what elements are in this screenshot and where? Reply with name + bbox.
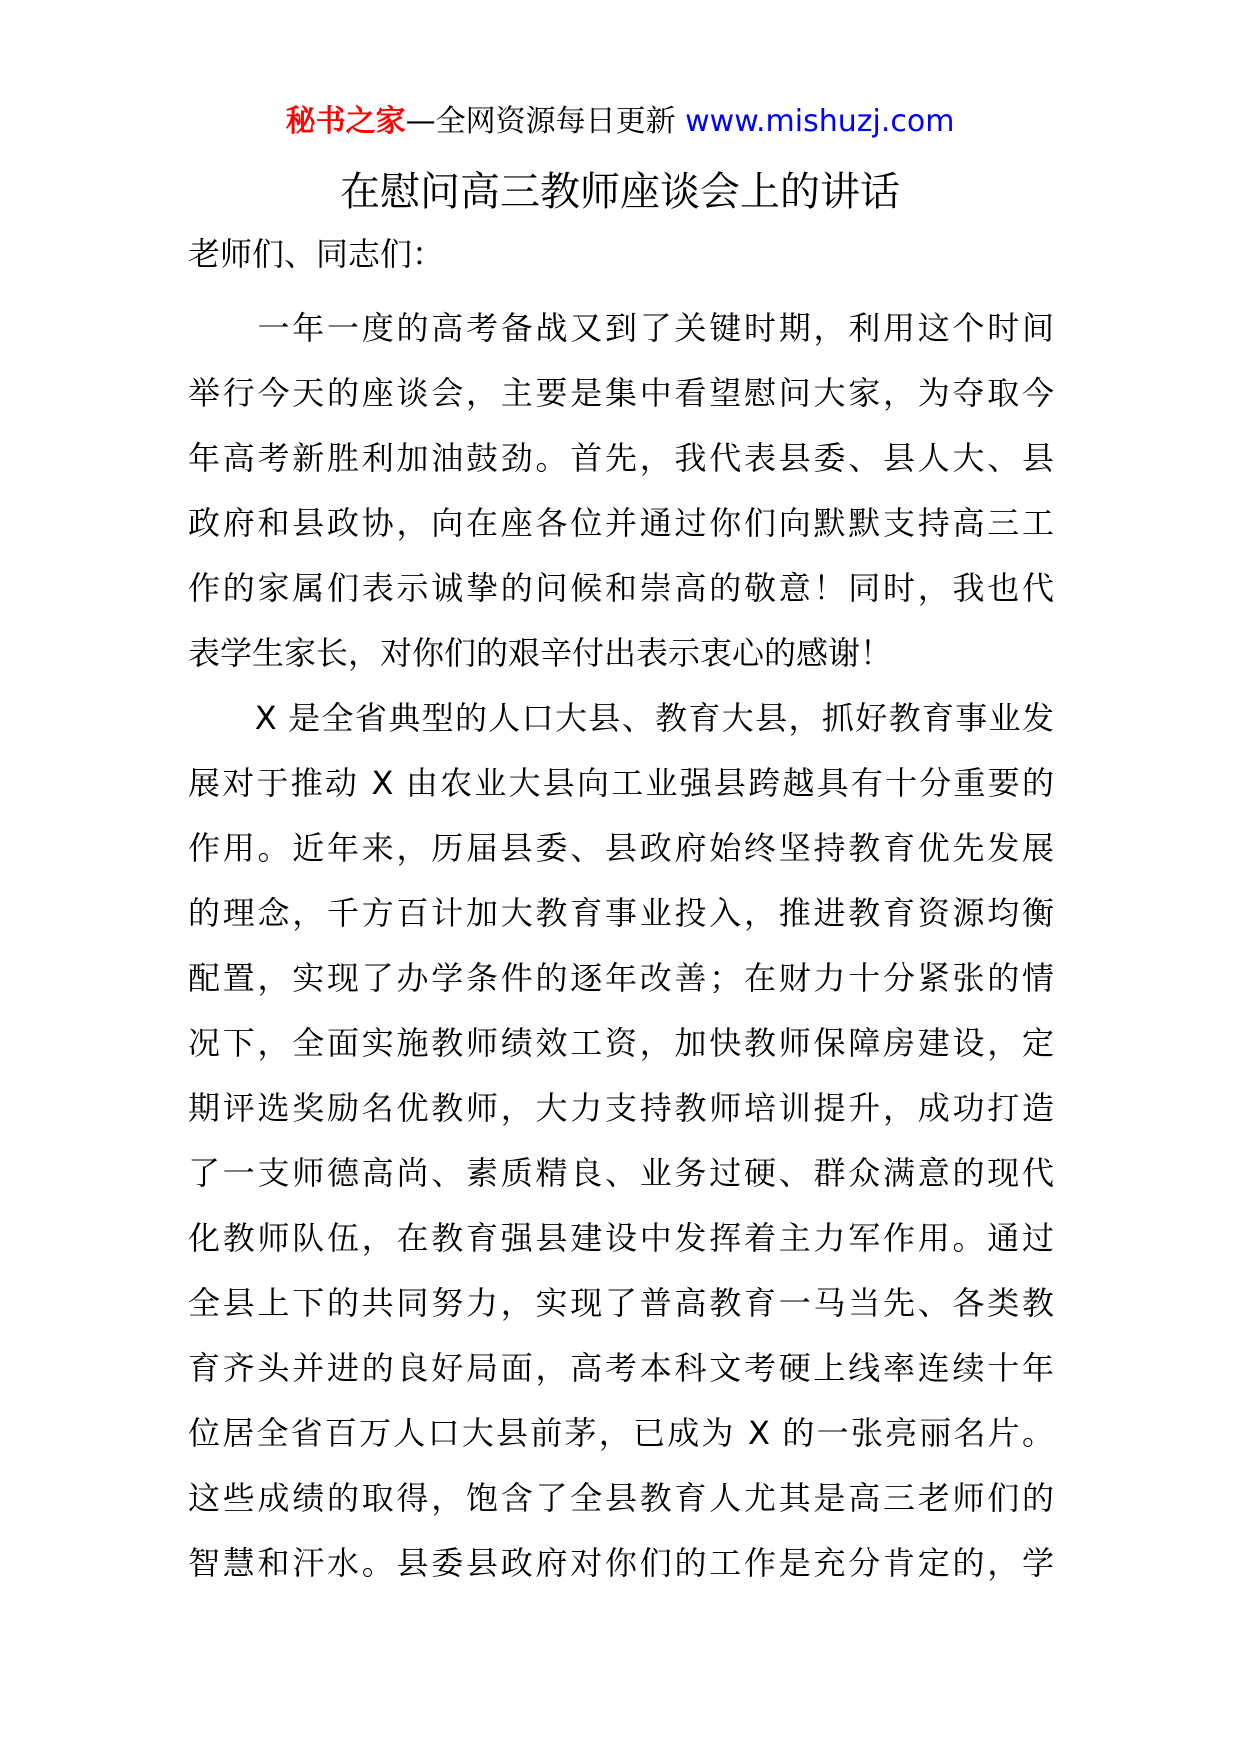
body-line: 配置，实现了办学条件的逐年改善；在财力十分紧张的情 [188,959,1054,997]
salutation: 老师们、同志们： [188,235,445,273]
body-line: 一年一度的高考备战又到了关键时期，利用这个时间 [188,309,1054,347]
body-line: 这些成绩的取得，饱含了全县教育人尤其是高三老师们的 [188,1479,1054,1517]
site-brand: 秘书之家 [285,104,406,139]
body-line: 期评选奖励名优教师，大力支持教师培训提升，成功打造 [188,1089,1054,1127]
site-url-link[interactable]: www.mishuzj.com [685,104,955,139]
body-line: 表学生家长，对你们的艰辛付出表示衷心的感谢！ [188,634,893,672]
body-line: 育齐头并进的良好局面，高考本科文考硬上线率连续十年 [188,1349,1054,1387]
body-line: 年高考新胜利加油鼓劲。首先，我代表县委、县人大、县 [188,439,1054,477]
site-tagline: —全网资源每日更新 [405,104,676,139]
body-line: 位居全省百万人口大县前茅，已成为 X 的一张亮丽名片。 [188,1414,1054,1452]
site-header [0,102,1240,142]
body-line: 全县上下的共同努力，实现了普高教育一马当先、各类教 [188,1284,1054,1322]
body-line: 展对于推动 X 由农业大县向工业强县跨越具有十分重要的 [188,764,1054,802]
body-line: 化教师队伍，在教育强县建设中发挥着主力军作用。通过 [188,1219,1054,1257]
body-line: X 是全省典型的人口大县、教育大县，抓好教育事业发 [188,699,1054,737]
body-line: 况下，全面实施教师绩效工资，加快教师保障房建设，定 [188,1024,1054,1062]
document-title: 在慰问高三教师座谈会上的讲话 [340,169,900,215]
body-line: 了一支师德高尚、素质精良、业务过硬、群众满意的现代 [188,1154,1054,1192]
body-line: 政府和县政协，向在座各位并通过你们向默默支持高三工 [188,504,1054,542]
body-line: 作用。近年来，历届县委、县政府始终坚持教育优先发展 [188,829,1054,867]
body-line: 智慧和汗水。县委县政府对你们的工作是充分肯定的，学 [188,1544,1054,1582]
body-line: 举行今天的座谈会，主要是集中看望慰问大家，为夺取今 [188,374,1054,412]
body-line: 作的家属们表示诚挚的问候和崇高的敬意！同时，我也代 [188,569,1054,607]
document-body [188,296,1054,1596]
body-line: 的理念，千方百计加大教育事业投入，推进教育资源均衡 [188,894,1054,932]
